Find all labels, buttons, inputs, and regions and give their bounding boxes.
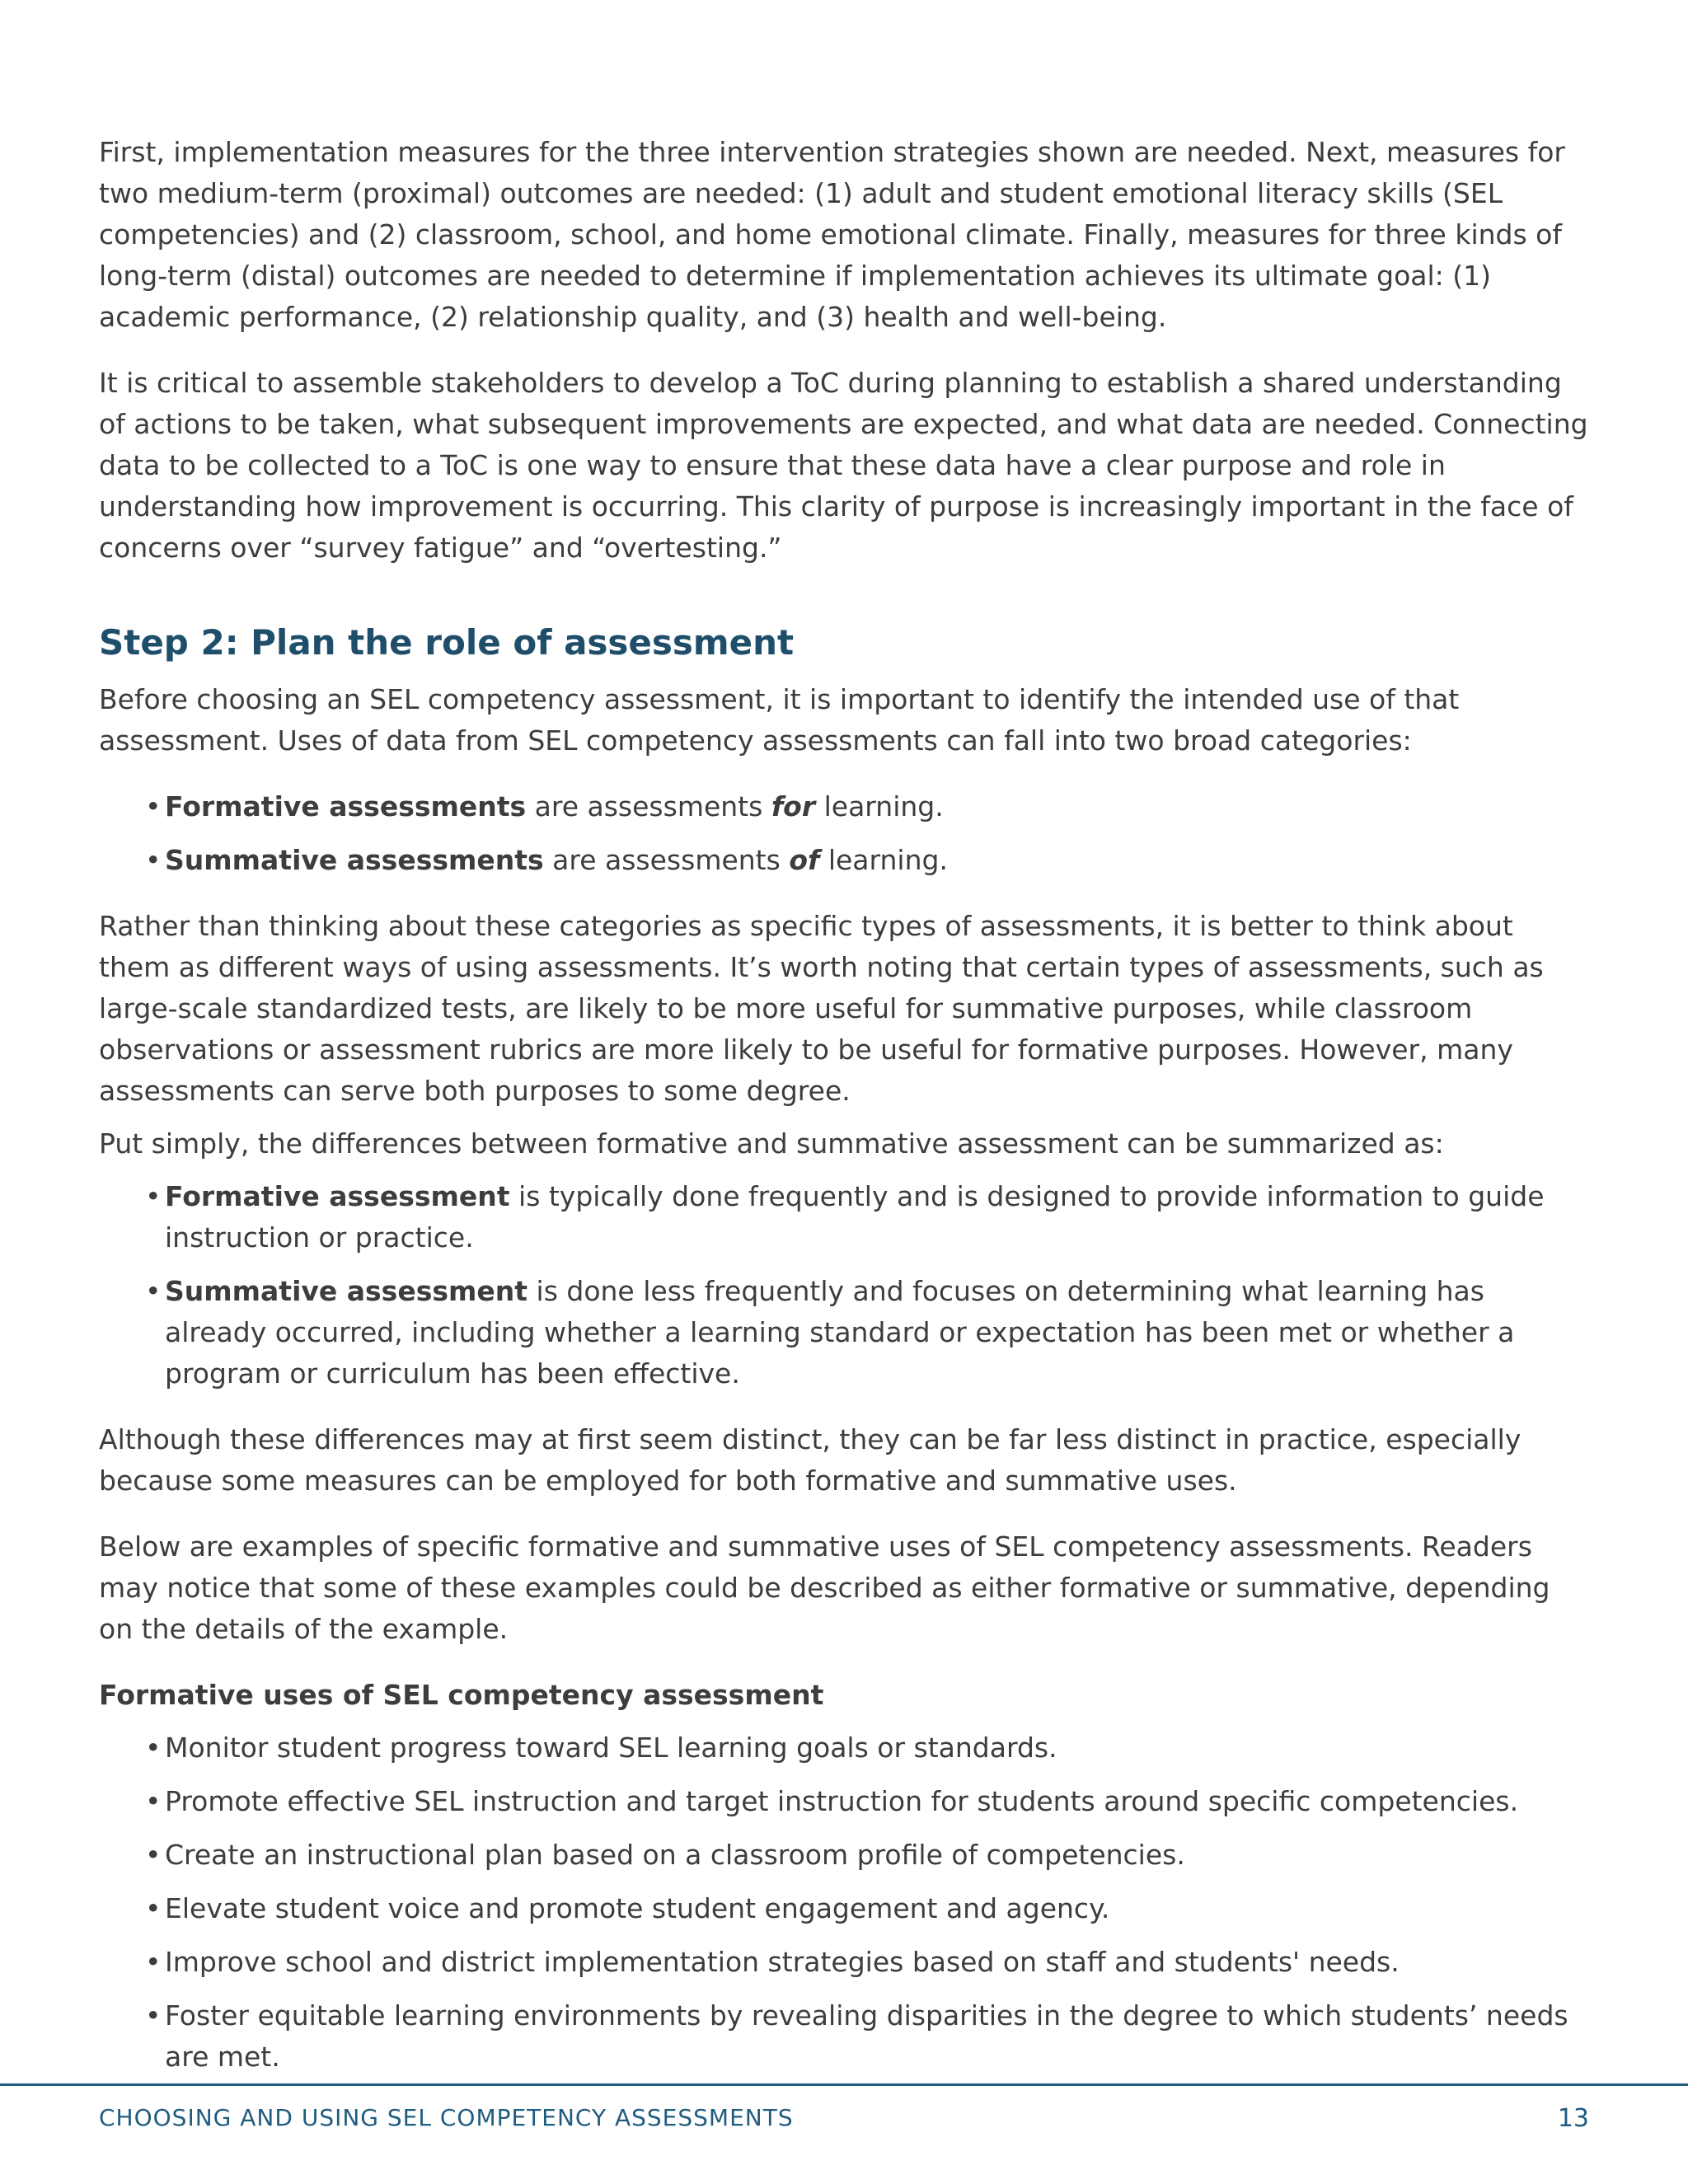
footer-title: CHOOSING AND USING SEL COMPETENCY ASSESSMENTS <box>99 2104 794 2131</box>
step2-paragraph-4: Although these differences may at first seem distinct, they can be far less distinct in practice, especially because some measures can be employed for both formative and summative uses. <box>99 1423 1522 1497</box>
assessment-categories-list <box>99 786 1591 881</box>
step2-paragraph-1: Before choosing an SEL competency assessment, it is important to identify the intended use of that assessment. Uses of data from SEL competency assessments can fall into two broad categories: <box>99 683 1460 757</box>
list-item: • Improve school and district implementation strategies based on staff and students' needs. <box>165 1942 1591 1983</box>
assessment-differences-list <box>99 1176 1591 1394</box>
list-item: • Create an instructional plan based on a classroom profile of competencies. <box>165 1835 1591 1876</box>
list-item: • Elevate student voice and promote student engagement and agency. <box>165 1888 1591 1929</box>
intro-paragraph-2: It is critical to assemble stakeholders to develop a ToC during planning to establish a shared understanding of actions to be taken, what subsequent improvements are expected, and what data are needed. Connecting data to be collected to a ToC is one way to ensure that these data have a clear purpose and role in understanding how improvement is occurring. This clarity of purpose is increasingly important in the face of concerns over “survey fatigue” and “overtesting.” <box>99 367 1588 564</box>
step2-paragraph-5: Below are examples of specific formative and summative uses of SEL competency assessments. Readers may notice that some of these examples could be described as either formative or summative, depending on the details of the example. <box>99 1530 1550 1645</box>
list-item: • Formative assessments are assessments for learning. <box>165 786 1591 827</box>
list-item: • Promote effective SEL instruction and target instruction for students around specific competencies. <box>165 1781 1591 1822</box>
list-item: • Summative assessments are assessments of learning. <box>165 840 1591 881</box>
list-item: • Monitor student progress toward SEL learning goals or standards. <box>165 1727 1591 1769</box>
intro-paragraph-1: First, implementation measures for the three intervention strategies shown are needed. Next, measures for two medium-term (proximal) outcomes are needed: (1) adult and student emotional literacy skills (SEL competencies) and (2) classroom, school, and home emotional climate. Finally, measures for three kinds of long-term (distal) outcomes are needed to determine if implementation achieves its ultimate goal: (1) academic performance, (2) relationship quality, and (3) health and well-being. <box>99 136 1565 333</box>
list-item: • Foster equitable learning environments by revealing disparities in the degree to which students’ needs are met. <box>165 1995 1591 2078</box>
step2-paragraph-2: Rather than thinking about these categories as specific types of assessments, it is better to think about them as different ways of using assessments. It’s worth noting that certain types of assessments, such as large-scale standardized tests, are likely to be more useful for summative purposes, while classroom observations or assessment rubrics are more likely to be useful for formative purposes. However, many assessments can serve both purposes to some degree. <box>99 910 1544 1107</box>
list-item: • Formative assessment is typically done frequently and is designed to provide information to guide instruction or practice. <box>165 1176 1591 1258</box>
formative-uses-heading: Formative uses of SEL competency assessment <box>99 1679 824 1711</box>
footer-divider <box>0 2083 1688 2086</box>
step2-paragraph-3: Put simply, the differences between formative and summative assessment can be summarized as: <box>99 1127 1444 1160</box>
page-number: 13 <box>1557 2104 1589 2133</box>
formative-uses-list <box>99 1727 1591 2078</box>
page-content <box>99 132 1591 2078</box>
section-heading: Step 2: Plan the role of assessment <box>99 622 795 663</box>
list-item: • Summative assessment is done less frequently and focuses on determining what learning has already occurred, including whether a learning standard or expectation has been met or whether a program or curriculum has been effective. <box>165 1271 1591 1394</box>
